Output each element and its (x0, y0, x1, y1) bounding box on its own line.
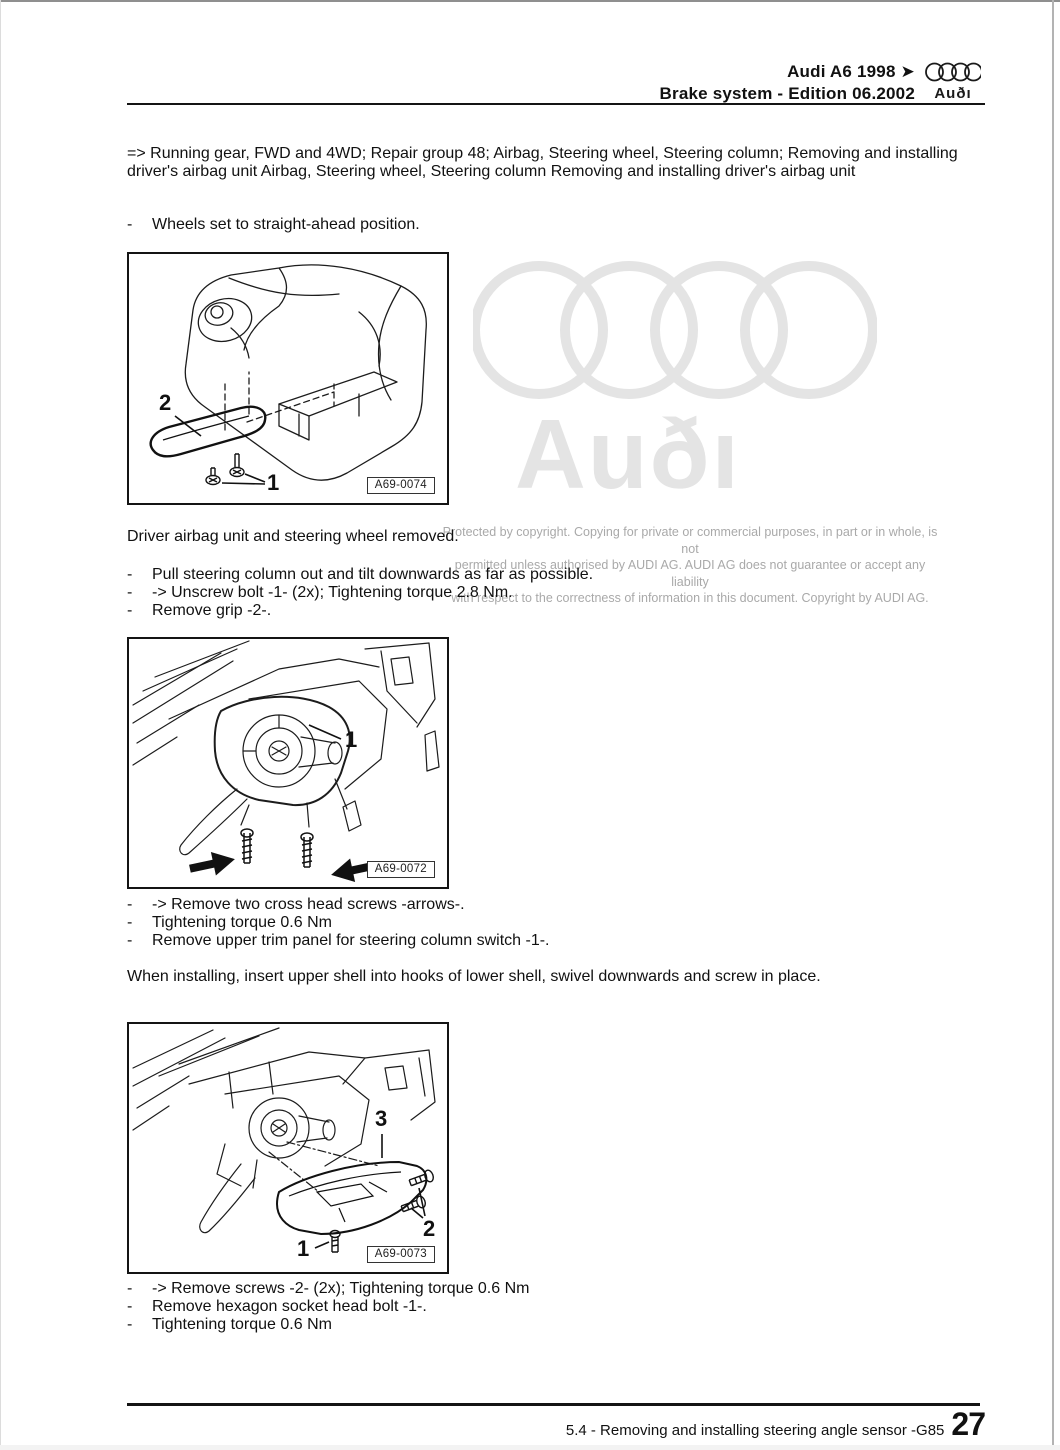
header-model-line: Audi A6 1998 ➤ (787, 62, 915, 81)
step-list-fig2 (127, 896, 989, 950)
scan-edge-right (1052, 0, 1054, 1450)
scan-edge-left (0, 0, 1, 1450)
page-number: 27 (951, 1406, 985, 1442)
step-list-fig3 (127, 1280, 989, 1334)
figure-caption: A69-0073 (367, 1246, 435, 1263)
figure-drawing (129, 254, 447, 503)
audi-wordmark: Auðı (934, 85, 972, 102)
scan-edge-top (0, 0, 1060, 2)
arrow-icon (187, 847, 378, 886)
audi-rings-icon (925, 60, 981, 84)
figure-caption: A69-0074 (367, 477, 435, 494)
intro-paragraph: => Running gear, FWD and 4WD; Repair group 48; Airbag, Steering wheel, Steering column; Removing and installing driver's airbag unit Airbag, Steering wheel, Steering column Removing and installing driver's airbag unit (127, 145, 958, 180)
figure-lower-shell-bolts (127, 1022, 449, 1274)
list-item (127, 584, 989, 602)
page-header (127, 61, 915, 104)
figure-airbag-grip (127, 252, 449, 505)
copyright-line: Protected by copyright. Copying for private or commercial purposes, in part or in whole, is not (442, 525, 938, 556)
step-text: Tightening torque 0.6 Nm (152, 1316, 332, 1333)
list-item (127, 1298, 989, 1316)
removed-note: Driver airbag unit and steering wheel removed. (127, 528, 459, 545)
bullet-dash: - (127, 896, 133, 913)
step-list-fig1 (127, 566, 989, 620)
bullet-dash: - (127, 1298, 133, 1315)
audi-rings-watermark-icon (473, 258, 877, 402)
callout-label: 1 (297, 1236, 310, 1261)
bullet-dash: - (127, 1280, 133, 1297)
figure-drawing (129, 1024, 447, 1272)
bullet-dash: - (127, 584, 133, 601)
list-item (127, 932, 989, 950)
step-text: Remove grip -2-. (152, 602, 272, 619)
header-divider (127, 103, 985, 105)
scan-edge-bottom (0, 1445, 1060, 1450)
callout-label: 1 (267, 470, 280, 495)
arrow-glyph: ➤ (900, 62, 915, 81)
bullet-dash: - (127, 932, 133, 949)
step-text: -> Unscrew bolt -1- (2x); Tightening torque 2.8 Nm. (152, 584, 513, 601)
footer-section-title: 5.4 - Removing and installing steering angle sensor -G85 (565, 1422, 945, 1439)
list-item (127, 216, 989, 234)
bullet-dash: - (127, 216, 133, 233)
step-text: -> Remove screws -2- (2x); Tightening torque 0.6 Nm (152, 1280, 530, 1297)
step-text: Remove hexagon socket head bolt -1-. (152, 1298, 427, 1315)
step-text: Remove upper trim panel for steering column switch -1-. (152, 932, 550, 949)
header-subtitle-line: Brake system - Edition 06.2002 (659, 83, 915, 103)
figure-trim-panel-screws (127, 637, 449, 889)
bullet-dash: - (127, 602, 133, 619)
callout-label: 1 (345, 727, 358, 752)
copyright-line: permitted unless authorised by AUDI AG. AUDI AG does not guarantee or accept any liability (454, 558, 926, 589)
list-item (127, 914, 989, 932)
step-text: -> Remove two cross head screws -arrows-. (152, 896, 465, 913)
step-text: Pull steering column out and tilt downwards as far as possible. (152, 566, 594, 583)
page-footer (127, 1406, 985, 1443)
copyright-line: with respect to the correctness of information in this document. Copyright by AUDI AG. (451, 591, 929, 605)
bullet-dash: - (127, 1316, 133, 1333)
step-text: Wheels set to straight-ahead position. (152, 216, 420, 233)
audi-logo (922, 60, 984, 102)
step-text: Tightening torque 0.6 Nm (152, 914, 332, 931)
bullet-dash: - (127, 566, 133, 583)
list-item (127, 1316, 989, 1334)
callout-label: 2 (423, 1216, 436, 1241)
list-item (127, 1280, 989, 1298)
list-item (127, 896, 989, 914)
step-list-wheels (127, 216, 989, 234)
list-item (127, 566, 989, 584)
callout-label: 3 (375, 1106, 388, 1131)
callout-label: 2 (159, 390, 172, 415)
callout-leader-lines (175, 416, 265, 484)
list-item (127, 602, 989, 620)
audi-wordmark-watermark: Auðı (515, 399, 741, 509)
figure-caption: A69-0072 (367, 861, 435, 878)
install-note: When installing, insert upper shell into hooks of lower shell, swivel downwards and screw in place. (127, 968, 821, 985)
figure-drawing (129, 639, 447, 887)
bullet-dash: - (127, 914, 133, 931)
callout-leader-lines (309, 725, 341, 739)
